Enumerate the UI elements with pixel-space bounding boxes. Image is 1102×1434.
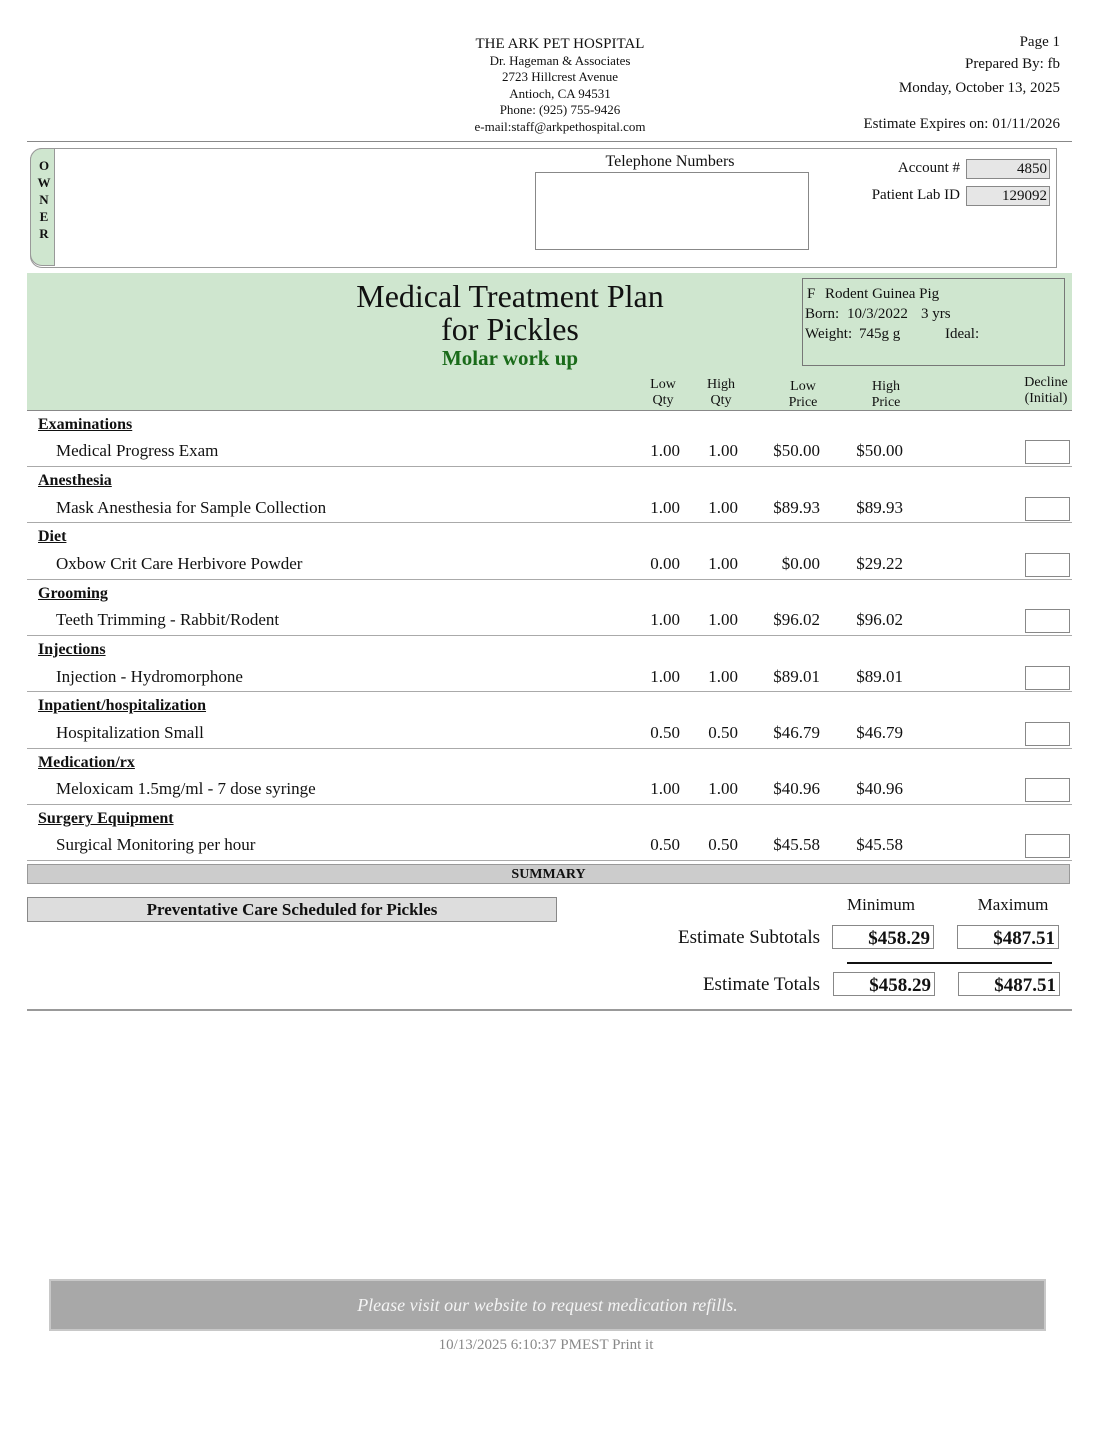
line-item-high-price: $45.58 (856, 835, 903, 854)
line-item-high-qty: 1.00 (708, 441, 738, 460)
row-divider (27, 579, 1072, 580)
hospital-phone: Phone: (925) 755-9426 (499, 102, 621, 117)
line-item-low-qty: 1.00 (650, 667, 680, 686)
decline-initial-box[interactable] (1025, 553, 1070, 577)
line-item-low-qty: 1.00 (650, 441, 680, 460)
col-low-price (778, 379, 828, 411)
line-item-low-qty: 0.50 (650, 723, 680, 742)
category-heading: Grooming (38, 585, 108, 602)
patient-sex: F (807, 286, 816, 302)
line-item-high-qty: 0.50 (708, 723, 738, 742)
preventative-care-bar: Preventative Care Scheduled for Pickles (27, 897, 557, 922)
col-low-qty (640, 377, 686, 409)
col-high-qty-line2: Qty (710, 393, 732, 408)
print-timestamp: 10/13/2025 6:10:37 PMEST Print it (438, 1337, 654, 1353)
category-heading: Inpatient/hospitalization (38, 697, 207, 714)
plan-title-patient: for Pickles (441, 311, 579, 347)
col-decline-line1: Decline (1024, 375, 1068, 390)
line-item-name: Teeth Trimming - Rabbit/Rodent (56, 610, 280, 629)
line-item-low-qty: 1.00 (650, 779, 680, 798)
patient-info-box (802, 278, 1065, 366)
owner-letter: N (39, 192, 49, 207)
col-low-qty-line1: Low (650, 377, 676, 392)
line-item-high-qty: 1.00 (708, 498, 738, 517)
patient-species: Rodent Guinea Pig (825, 286, 940, 302)
row-divider (27, 691, 1072, 692)
patient-weight: 745g g (859, 326, 901, 342)
line-item-high-price: $40.96 (856, 779, 903, 798)
subtotal-minimum: $458.29 (832, 925, 934, 949)
account-label: Account # (897, 160, 960, 176)
line-item-high-qty: 0.50 (708, 835, 738, 854)
col-low-price-line1: Low (790, 379, 816, 394)
line-item-low-price: $96.02 (773, 610, 820, 629)
decline-initial-box[interactable] (1025, 609, 1070, 633)
owner-letter: E (39, 209, 49, 224)
col-decline-line2: (Initial) (1024, 391, 1068, 406)
line-item-name: Medical Progress Exam (56, 441, 219, 460)
category-heading: Medication/rx (38, 754, 135, 771)
col-high-qty-line1: High (707, 377, 735, 392)
row-divider (27, 466, 1072, 467)
category-heading: Diet (38, 528, 67, 545)
patient-born-label: Born: (805, 306, 840, 322)
hospital-address1: 2723 Hillcrest Avenue (501, 69, 618, 84)
estimate-totals-label: Estimate Totals (702, 974, 820, 995)
col-low-price-line2: Price (788, 395, 818, 410)
line-item-low-qty: 0.00 (650, 554, 680, 573)
patient-age: 3 yrs (921, 306, 951, 322)
decline-initial-box[interactable] (1025, 722, 1070, 746)
estimate-expiry: Estimate Expires on: 01/11/2026 (863, 116, 1060, 132)
row-divider (27, 635, 1072, 636)
owner-letter: W (37, 175, 51, 190)
decline-initial-box[interactable] (1025, 440, 1070, 464)
category-heading: Anesthesia (38, 472, 112, 489)
line-item-name: Surgical Monitoring per hour (56, 835, 256, 854)
hospital-doctor: Dr. Hageman & Associates (489, 52, 631, 68)
row-divider (27, 748, 1072, 749)
hospital-address2: Antioch, CA 94531 (509, 85, 611, 101)
line-item-high-qty: 1.00 (708, 610, 738, 629)
col-high-price-line2: Price (871, 395, 901, 410)
decline-initial-box[interactable] (1025, 666, 1070, 690)
col-high-price-line1: High (872, 379, 900, 394)
owner-tab-label (37, 157, 51, 242)
decline-initial-box[interactable] (1025, 778, 1070, 802)
patient-born: 10/3/2022 (847, 306, 908, 322)
col-high-price (860, 379, 912, 411)
header-divider (27, 141, 1072, 142)
col-low-qty-line2: Qty (652, 393, 674, 408)
summary-minimum-heading: Minimum (846, 895, 915, 914)
plan-subtitle: Molar work up (441, 346, 579, 370)
line-item-high-price: $46.79 (856, 723, 903, 742)
hospital-email: e-mail:staff@arkpethospital.com (474, 118, 646, 134)
telephone-label: Telephone Numbers (605, 153, 735, 170)
line-item-low-price: $0.00 (781, 554, 820, 573)
line-item-name: Injection - Hydromorphone (56, 667, 243, 686)
owner-letter: R (39, 226, 49, 241)
col-decline (1018, 375, 1074, 407)
line-item-name: Oxbow Crit Care Herbivore Powder (56, 554, 303, 573)
line-item-name: Meloxicam 1.5mg/ml - 7 dose syringe (56, 779, 316, 798)
line-item-high-qty: 1.00 (708, 779, 738, 798)
patient-weight-label: Weight: (805, 326, 853, 342)
decline-initial-box[interactable] (1025, 834, 1070, 858)
estimate-subtotals-label: Estimate Subtotals (678, 927, 820, 948)
refill-message-banner: Please visit our website to request medication refills. (49, 1279, 1046, 1331)
telephone-box (535, 172, 809, 250)
line-item-low-qty: 1.00 (650, 498, 680, 517)
total-minimum: $458.29 (833, 972, 935, 996)
line-item-low-price: $46.79 (773, 723, 820, 742)
row-divider (27, 522, 1072, 523)
line-item-low-price: $89.01 (773, 667, 820, 686)
line-item-high-price: $89.93 (856, 498, 903, 517)
summary-maximum-heading: Maximum (977, 895, 1049, 914)
lab-id-label: Patient Lab ID (871, 187, 960, 203)
summary-bottom-rule (27, 1009, 1072, 1011)
prepared-by: Prepared By: fb (965, 56, 1060, 72)
line-item-high-qty: 1.00 (708, 667, 738, 686)
category-heading: Examinations (38, 416, 133, 433)
line-item-low-price: $89.93 (773, 498, 820, 517)
patient-ideal-label: Ideal: (945, 326, 980, 342)
row-divider (27, 860, 1072, 861)
category-heading: Surgery Equipment (38, 810, 174, 827)
line-item-low-price: $50.00 (773, 441, 820, 460)
line-item-name: Mask Anesthesia for Sample Collection (56, 498, 327, 517)
line-item-high-price: $89.01 (856, 667, 903, 686)
plan-title: Medical Treatment Plan (356, 278, 664, 314)
category-heading: Injections (38, 641, 106, 658)
hospital-header (400, 36, 720, 135)
col-high-qty (698, 377, 744, 409)
estimate-date: Monday, October 13, 2025 (898, 80, 1060, 96)
decline-initial-box[interactable] (1025, 497, 1070, 521)
summary-bar: SUMMARY (27, 864, 1070, 884)
page-number: Page 1 (1019, 34, 1060, 50)
subtotal-maximum: $487.51 (957, 925, 1059, 949)
line-item-low-qty: 1.00 (650, 610, 680, 629)
line-item-high-price: $29.22 (856, 554, 903, 573)
line-item-high-price: $96.02 (856, 610, 903, 629)
line-item-high-price: $50.00 (856, 441, 903, 460)
line-item-name: Hospitalization Small (56, 723, 204, 742)
owner-letter: O (38, 158, 50, 173)
totals-rule (847, 962, 1052, 964)
lab-id-value: 129092 (966, 186, 1050, 206)
hospital-name: THE ARK PET HOSPITAL (475, 36, 645, 52)
row-divider (27, 804, 1072, 805)
line-item-low-qty: 0.50 (650, 835, 680, 854)
line-item-low-price: $45.58 (773, 835, 820, 854)
account-value: 4850 (966, 159, 1050, 179)
total-maximum: $487.51 (958, 972, 1060, 996)
line-item-low-price: $40.96 (773, 779, 820, 798)
line-item-high-qty: 1.00 (708, 554, 738, 573)
